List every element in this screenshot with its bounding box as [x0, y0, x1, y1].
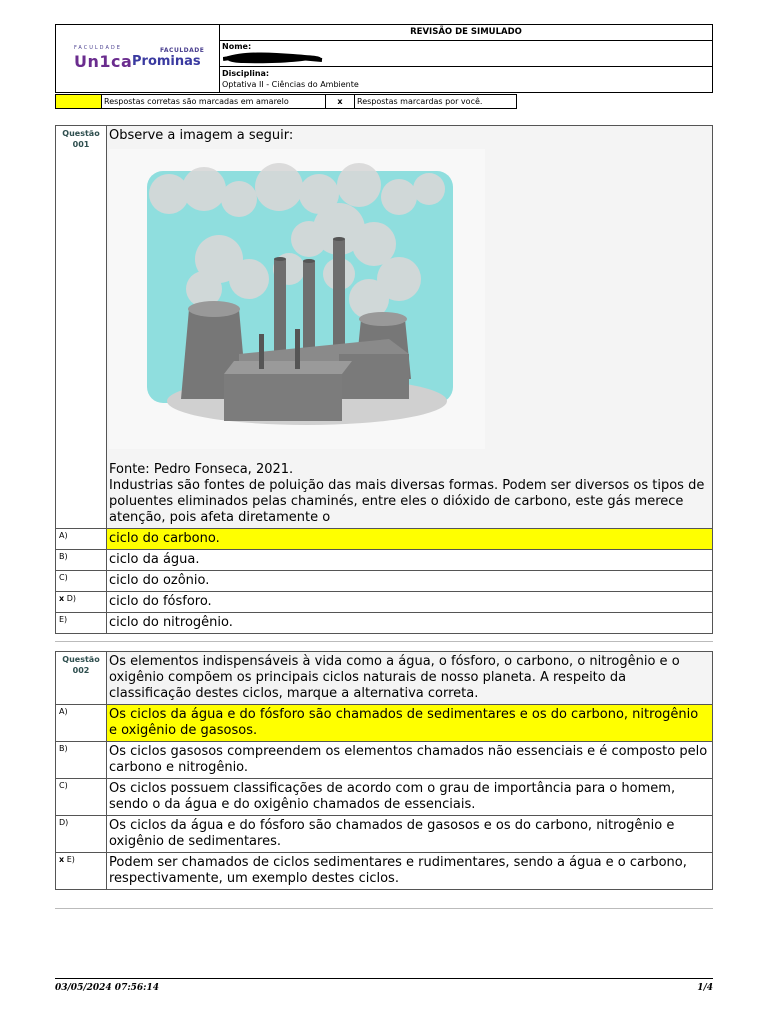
answer-legend [55, 94, 517, 109]
image-source: Fonte: Pedro Fonseca, 2021. [109, 462, 294, 477]
option-e[interactable] [56, 612, 712, 633]
question-number [56, 652, 107, 704]
option-letter-text: E) [66, 855, 75, 864]
redacted-name-scribble [223, 50, 323, 66]
option-b[interactable] [56, 549, 712, 570]
page-number: 1/4 [697, 983, 713, 993]
marked-x: x [59, 594, 65, 603]
question-text: Os elementos indispensáveis à vida como a água, o fósforo, o carbono, o nitrogênio e o oxigênio compõem os principais ciclos naturais de nosso planeta. A respeito da classificação destes ciclos, marque a alternativa correta. [107, 652, 712, 704]
question-stem [56, 652, 712, 704]
student-name-field [220, 41, 712, 67]
question-002 [55, 651, 713, 890]
option-text: Os ciclos da água e do fósforo são chamados de gasosos e os do carbono, nitrogênio e oxigênio de sedimentares. [109, 818, 675, 849]
page-footer [55, 978, 713, 993]
option-text: ciclo do fósforo. [109, 594, 212, 609]
option-c[interactable] [56, 778, 712, 815]
question-text [107, 126, 712, 528]
option-text: ciclo do carbono. [107, 529, 712, 549]
logo-faculdade-right-text: FACULDADE [160, 47, 205, 54]
name-label: Nome: [222, 42, 252, 51]
question-divider [55, 908, 713, 909]
factory-pollution-illustration [109, 149, 485, 449]
option-letter: A) [56, 529, 107, 549]
option-text: ciclo da água. [109, 552, 200, 567]
question-divider [55, 641, 713, 642]
option-letter: D) [56, 816, 107, 852]
option-letter-marked [56, 853, 107, 889]
question-statement: Industrias são fontes de poluição das mais diversas formas. Podem ser diversos os tipos de poluentes eliminados pelas chaminés, entre eles o dióxido de carbono, este gás merece atenção, pois afeta diretamente o [109, 478, 705, 525]
option-text: ciclo do nitrogênio. [109, 615, 233, 630]
correct-legend-text: Respostas corretas são marcadas em amarelo [101, 94, 326, 109]
option-d[interactable] [56, 591, 712, 612]
option-d[interactable] [56, 815, 712, 852]
marked-x: x [59, 855, 65, 864]
question-label: Questão [62, 655, 100, 664]
option-c[interactable] [56, 570, 712, 591]
exam-header [55, 24, 713, 93]
page-title: REVISÃO DE SIMULADO [220, 25, 712, 41]
marked-legend-text: Respostas marcardas por você. [354, 94, 517, 109]
question-001 [55, 125, 713, 634]
option-letter: E) [56, 613, 107, 633]
question-number [56, 126, 107, 528]
logo-faculdade-text: FACULDADE [74, 45, 122, 51]
option-text: Os ciclos possuem classificações de acordo com o grau de importância para o homem, sendo o da água e do oxigênio chamados de essenciais. [109, 781, 676, 812]
option-letter-marked [56, 592, 107, 612]
option-letter: B) [56, 742, 107, 778]
option-text: Podem ser chamados de ciclos sedimentares e rudimentares, sendo a água e o carbono, respectivamente, um exemplo destes ciclos. [109, 855, 687, 886]
option-b[interactable] [56, 741, 712, 778]
option-e[interactable] [56, 852, 712, 889]
marked-symbol: x [325, 94, 355, 109]
discipline-label: Disciplina: [222, 69, 270, 78]
print-datetime: 03/05/2024 07:56:14 [55, 983, 160, 993]
discipline-value: Optativa II - Ciências do Ambiente [222, 80, 359, 89]
option-letter: C) [56, 571, 107, 591]
option-text: Os ciclos gasosos compreendem os elementos chamados não essenciais e é composto pelo carbono e nitrogênio. [109, 744, 708, 775]
question-number-value: 001 [72, 140, 90, 149]
option-letter-text: D) [66, 594, 76, 603]
question-intro: Observe a imagem a seguir: [109, 128, 294, 143]
question-number-value: 002 [72, 666, 90, 675]
correct-color-swatch [55, 94, 102, 109]
option-a[interactable] [56, 528, 712, 549]
question-label: Questão [62, 129, 100, 138]
option-a[interactable] [56, 704, 712, 741]
question-stem [56, 126, 712, 528]
institution-logo [56, 25, 220, 92]
option-letter: B) [56, 550, 107, 570]
logo-unica-text: Un1ca [74, 52, 133, 71]
option-text: Os ciclos da água e do fósforo são chamados de sedimentares e os do carbono, nitrogênio e oxigênio de gasosos. [107, 705, 712, 741]
option-letter: A) [56, 705, 107, 741]
logo-prominas-text: Prominas [132, 54, 201, 69]
discipline-field [220, 67, 712, 92]
option-text: ciclo do ozônio. [109, 573, 210, 588]
option-letter: C) [56, 779, 107, 815]
